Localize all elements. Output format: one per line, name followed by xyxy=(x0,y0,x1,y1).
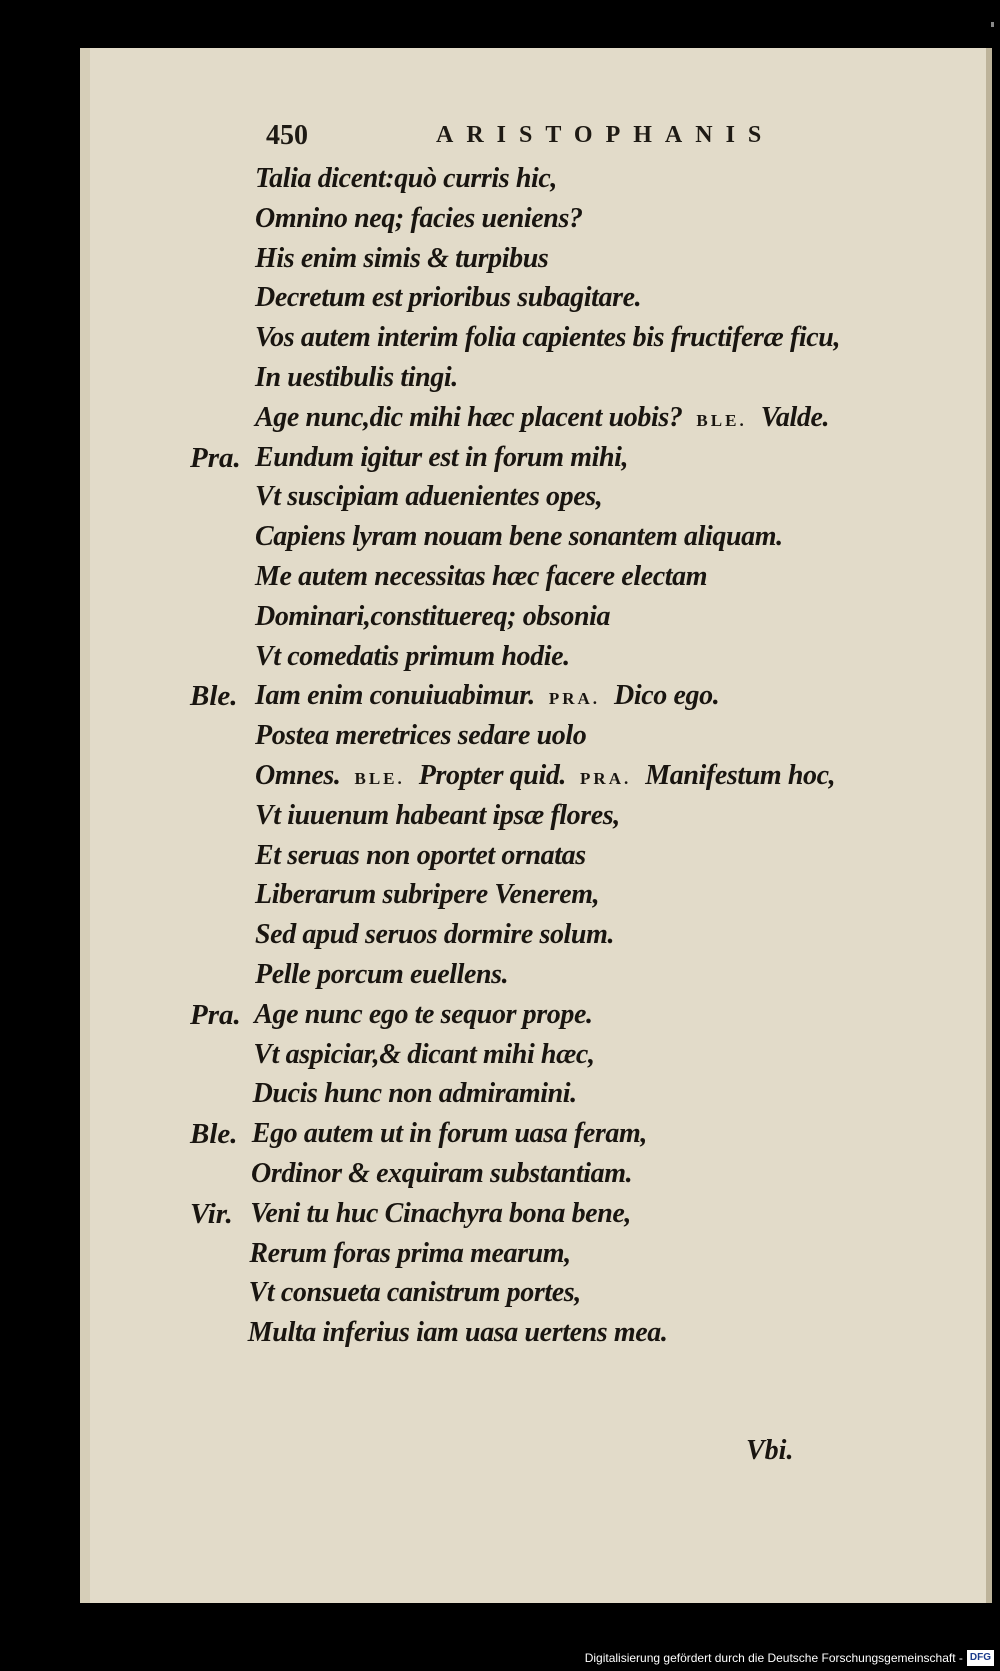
verse-line xyxy=(255,716,586,756)
verse-line xyxy=(255,557,707,597)
verse-text: Ducis hunc non admiramini. xyxy=(252,1078,577,1110)
verse-line xyxy=(255,955,508,995)
verse-line xyxy=(255,438,628,478)
verse-text: Postea meretrices sedare uolo xyxy=(255,720,587,752)
footer-text: Digitalisierung gefördert durch die Deutsche Forschungsgemeinschaft - xyxy=(584,1651,963,1665)
verse-line xyxy=(253,1074,577,1114)
verse-line xyxy=(248,1313,668,1353)
page-number: 450 xyxy=(266,120,308,151)
verse-line xyxy=(249,1234,570,1274)
verse-line xyxy=(255,915,614,955)
verse-text: Vt iuuenum habeant ipsæ flores, xyxy=(255,799,620,831)
inline-speaker-tag: BLE. xyxy=(354,769,405,788)
verse-text: Vt consueta canistrum portes, xyxy=(248,1277,581,1309)
verse-text: Omnino neq; facies ueniens? xyxy=(255,202,583,234)
verse-line xyxy=(255,477,602,517)
verse-text: Talia dicent:quò curris hic, xyxy=(255,163,558,194)
verse-text: Capiens lyram nouam bene sonantem aliquam. xyxy=(255,521,783,553)
verse-text: Veni tu huc Cinachyra bona bene, xyxy=(250,1197,632,1229)
inline-speaker-tag: BLE. xyxy=(696,410,747,430)
verse-text: Me autem necessitas hæc facere electam xyxy=(255,561,708,592)
verse-line xyxy=(250,1194,631,1234)
verse-text: His enim simis & turpibus xyxy=(255,242,549,274)
verse-text: Vt aspiciar,& dicant mihi hæc, xyxy=(253,1038,595,1070)
verse-line xyxy=(255,398,829,438)
verse-line xyxy=(255,756,835,796)
page-header xyxy=(266,120,916,160)
inline-speaker-tag: PRA. xyxy=(580,769,632,788)
verse-line xyxy=(255,836,586,876)
verse-text: Sed apud seruos dormire solum. xyxy=(255,919,615,951)
verse-text: Decretum est prioribus subagitare. xyxy=(255,282,642,314)
verse-text: Pelle porcum euellens. xyxy=(255,959,509,990)
verse-text: Vt suscipiam aduenientes opes, xyxy=(255,481,603,513)
verse-text: Omnes. xyxy=(255,760,341,791)
speaker-label: Vir. xyxy=(190,1197,233,1230)
verse-line xyxy=(254,995,592,1035)
speaker-label: Ble. xyxy=(190,680,238,713)
page-left-edge xyxy=(80,48,90,1603)
verse-line xyxy=(253,1035,594,1075)
verse-text: Vt comedatis primum hodie. xyxy=(255,640,570,672)
verse-text: Age nunc ego te sequor prope. xyxy=(254,998,593,1030)
verse-line xyxy=(249,1273,581,1313)
verse-text: Ordinor & exquiram substantiam. xyxy=(251,1158,633,1189)
verse-text: Iam enim conuiuabimur. xyxy=(255,680,535,712)
verse-text: Rerum foras prima mearum, xyxy=(249,1237,571,1269)
dfg-logo: DFG xyxy=(967,1650,994,1666)
verse-line xyxy=(251,1154,632,1194)
verse-line xyxy=(255,597,610,637)
inline-speaker-tag: PRA. xyxy=(548,689,601,709)
running-title: ARISTOPHANIS xyxy=(436,122,775,148)
verse-line xyxy=(255,278,641,318)
inline-speech: Manifestum hoc, xyxy=(645,760,836,791)
verse-line xyxy=(255,796,620,836)
verse-line xyxy=(255,517,783,557)
verse-text: Liberarum subripere Venerem, xyxy=(255,879,600,911)
inline-speech: Propter quid. xyxy=(418,760,567,791)
verse-line xyxy=(255,239,548,279)
verse-line xyxy=(255,199,583,239)
verse-line xyxy=(252,1114,647,1154)
verse-text: Multa inferius iam uasa uertens mea. xyxy=(247,1317,668,1349)
footer-credit xyxy=(585,1649,994,1667)
verse-line xyxy=(255,358,458,398)
verse-line xyxy=(255,637,570,677)
verse-text: Eundum igitur est in forum mihi, xyxy=(255,441,629,473)
catchword: Vbi. xyxy=(746,1435,794,1466)
verse-line xyxy=(255,318,840,358)
scan-corner-mark xyxy=(991,22,994,27)
verse-text: Et seruas non oportet ornatas xyxy=(255,839,586,871)
verse-text: Ego autem ut in forum uasa feram, xyxy=(251,1118,648,1150)
inline-speech: Valde. xyxy=(760,401,830,433)
verse-text: Vos autem interim folia capientes bis fructiferæ ficu, xyxy=(255,322,841,354)
verse-line xyxy=(255,875,599,915)
verse-text: In uestibulis tingi. xyxy=(255,362,458,393)
inline-speech: Dico ego. xyxy=(614,680,720,712)
speaker-label: Ble. xyxy=(190,1118,238,1151)
verse-line xyxy=(255,159,557,199)
verse-line xyxy=(255,676,719,716)
speaker-label: Pra. xyxy=(190,441,241,474)
verse-text: Age nunc,dic mihi hæc placent uobis? xyxy=(255,401,683,433)
book-page xyxy=(80,48,992,1603)
verse-text: Dominari,constituereq; obsonia xyxy=(255,600,611,632)
speaker-label: Pra. xyxy=(190,998,241,1031)
